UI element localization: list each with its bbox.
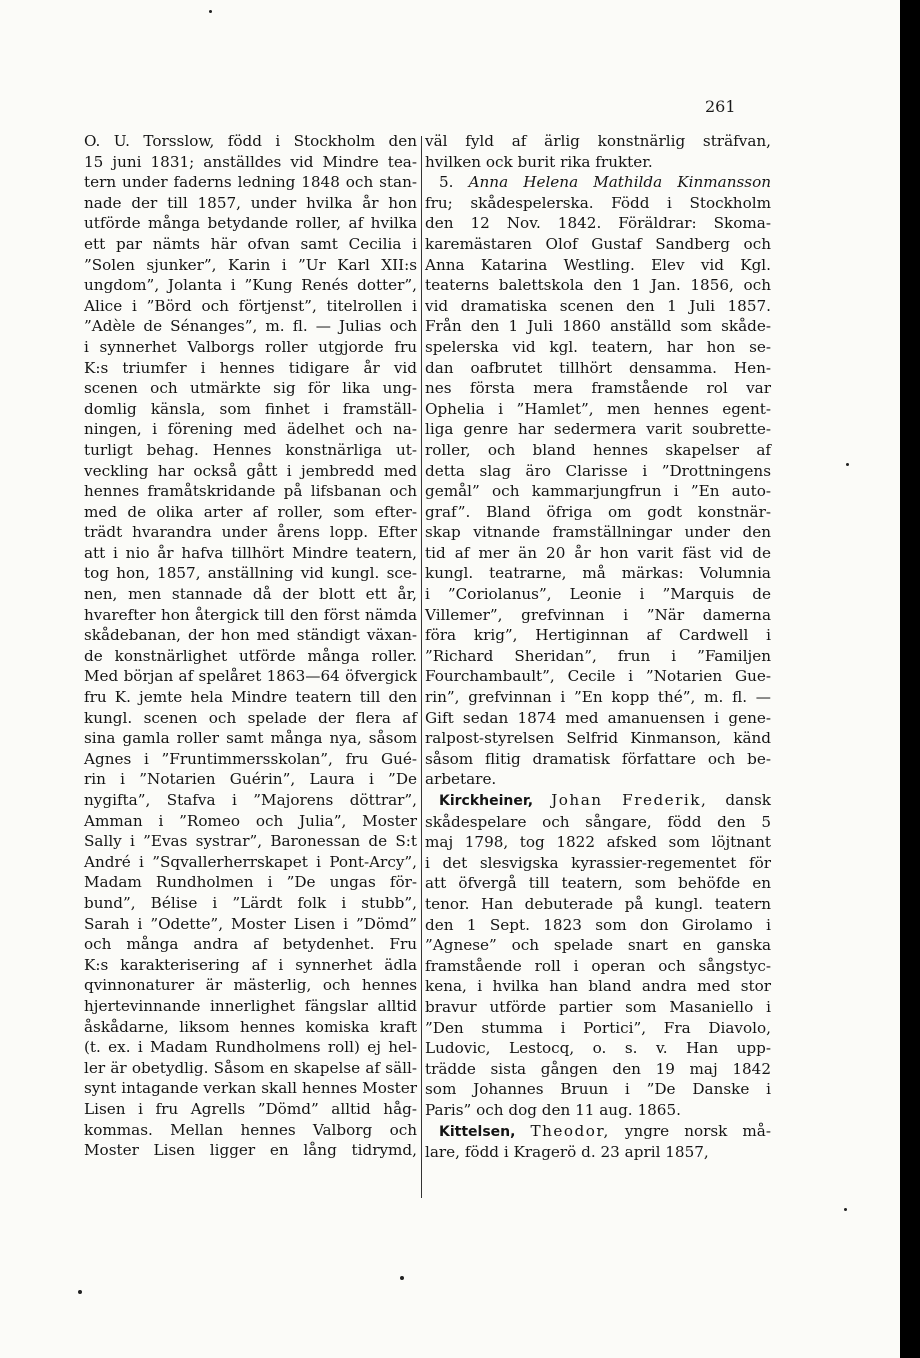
text-line: i ”Coriolanus”, Leonie i ”Marquis de: [425, 585, 771, 604]
text-line: dan oafbrutet tillhört densamma. Hen-: [425, 358, 771, 377]
text-line: hvarefter hon återgick till den först nämda: [84, 605, 417, 624]
text-line: Sarah i ”Odette”, Moster Lisen i ”Dömd”: [84, 914, 417, 933]
kittelsen-heading: Kittelsen, Theodor, yngre norsk må-: [439, 1121, 771, 1140]
text-line: detta slag äro Clarisse i ”Drottningens: [425, 461, 771, 480]
scan-speck: [78, 1290, 82, 1294]
text-line: Från den 1 Juli 1860 anställd som skåde-: [425, 317, 771, 336]
text-line: hvilken ock burit rika frukter.: [425, 152, 653, 171]
text-line: utförde många betydande roller, af hvilka: [84, 214, 417, 233]
text-line: kommas. Mellan hennes Valborg och: [84, 1120, 417, 1139]
text-line: veckling har också gått i jembredd med: [84, 461, 417, 480]
right-column: [425, 131, 771, 1163]
text-line: Amman i ”Romeo och Julia”, Moster: [84, 811, 417, 830]
text-line: K:s triumfer i hennes tidigare år vid: [84, 358, 417, 377]
text-line: Moster Lisen ligger en lång tidrymd,: [84, 1141, 417, 1160]
text-line: teaterns balettskola den 1 Jan. 1856, och: [425, 276, 771, 295]
text-line: scenen och utmärkte sig för lika ung-: [84, 379, 417, 398]
text-line: ralpost-styrelsen Selfrid Kinmanson, känd: [425, 729, 771, 748]
headword-kirckheiner: Kirckheiner,: [439, 793, 534, 809]
text-line: de konstnärlighet utförde många roller.: [84, 646, 417, 665]
text-line: turligt behag. Hennes konstnärliga ut-: [84, 440, 417, 459]
text-line: fru K. jemte hela Mindre teatern till den: [84, 688, 417, 707]
text-line: ”Den stumma i Portici”, Fra Diavolo,: [425, 1018, 771, 1037]
text-line: André i ”Sqvallerherrskapet i Pont-Arcy”,: [84, 852, 417, 871]
text-line: åskådarne, liksom hennes komiska kraft: [84, 1017, 417, 1036]
text-line: hjertevinnande innerlighet fängslar alltid: [84, 996, 417, 1015]
text-line: domlig känsla, som finhet i framställ-: [84, 399, 417, 418]
text-line: Ludovic, Lestocq, o. s. v. Han upp-: [425, 1039, 771, 1058]
text-line: kungl. scenen och spelade der flera af: [84, 708, 417, 727]
text-line: skådebanan, der hon med ständigt växan-: [84, 626, 417, 645]
text-line: O. U. Torsslow, född i Stockholm den: [84, 132, 417, 150]
text-line: maj 1798, tog 1822 afsked som löjtnant: [425, 833, 771, 852]
text-line: ett par nämts här ofvan samt Cecilia i: [84, 234, 417, 253]
text-line: Agnes i ”Fruntimmersskolan”, fru Gué-: [84, 749, 417, 768]
text-line: K:s karakterisering af i synnerhet ädla: [84, 955, 417, 974]
text-line: tenor. Han debuterade på kungl. teatern: [425, 894, 771, 913]
text-line: (t. ex. i Madam Rundholmens roll) ej hel-: [84, 1038, 417, 1057]
given-name-kittelsen: Theodor,: [530, 1121, 610, 1140]
text-line: Madam Rundholmen i ”De ungas för-: [84, 873, 417, 892]
text-line: nygifta”, Stafva i ”Majorens döttrar”,: [84, 791, 417, 809]
text-line: trädde sista gången den 19 maj 1842: [425, 1059, 771, 1078]
text-line: framstående roll i operan och sångstyc-: [425, 956, 771, 975]
text-line: vid dramatiska scenen den 1 Juli 1857.: [425, 296, 771, 315]
left-column: [84, 131, 417, 1161]
scan-speck: [400, 1276, 404, 1280]
text-line: föra krig”, Hertiginnan af Cardwell i: [425, 626, 771, 645]
text-line: skap vitnande framställningar under den: [425, 523, 771, 542]
text-line: fru; skådespelerska. Född i Stockholm: [425, 193, 771, 212]
text-line: att öfvergå till teatern, som behöfde en: [425, 874, 771, 893]
text-line: Paris” och dog den 11 aug. 1865.: [425, 1100, 681, 1119]
text-line: nade der till 1857, under hvilka år hon: [84, 193, 417, 212]
kirckheiner-body: [425, 812, 771, 1121]
text-line: att i nio år hafva tillhört Mindre teatern,: [84, 543, 417, 562]
text-line: rin”, grefvinnan i ”En kopp thé”, m. fl. —: [425, 688, 771, 707]
text-line: den 12 Nov. 1842. Föräldrar: Skoma-: [425, 214, 771, 233]
text-line: väl fyld af ärlig konstnärlig sträfvan,: [425, 132, 771, 150]
text-line: synt intagande verkan skall hennes Moster: [84, 1079, 417, 1098]
text-line: liga genre har sedermera varit soubrette-: [425, 420, 771, 439]
text-line: tern under faderns ledning 1848 och stan-: [84, 173, 417, 192]
entry-5-name: Anna Helena Mathilda Kinmansson: [468, 173, 771, 192]
text-line: Med början af spelåret 1863—64 öfvergick: [84, 667, 417, 686]
entry-5-body: [425, 193, 771, 790]
text-line: i synnerhet Valborgs roller utgjorde fru: [84, 337, 417, 356]
column-divider: [421, 136, 422, 1198]
given-name-kirckheiner: Johan Frederik,: [551, 791, 708, 809]
text-line: med de olika arter af roller, som efter-: [84, 502, 417, 521]
headword-kittelsen: Kittelsen,: [439, 1123, 516, 1140]
text-line: tog hon, 1857, anställning vid kungl. sce-: [84, 564, 417, 583]
text-line: Anna Katarina Westling. Elev vid Kgl.: [425, 255, 771, 274]
text-line: Lisen i fru Agrells ”Dömd” alltid håg-: [84, 1099, 417, 1118]
text-line: nen, men stannade då der blott ett år,: [84, 585, 417, 604]
text-line: nes första mera framstående rol var: [425, 379, 771, 398]
text-line: ”Agnese” och spelade snart en ganska: [425, 936, 771, 955]
text-line: kungl. teatrarne, må märkas: Volumnia: [425, 564, 771, 583]
text-line: karemästaren Olof Gustaf Sandberg och: [425, 234, 771, 253]
text-line: ”Adèle de Sénanges”, m. fl. — Julias och: [84, 317, 417, 336]
scan-speck: [209, 10, 212, 13]
text-line: Ophelia i ”Hamlet”, men hennes egent-: [425, 399, 771, 418]
text-line: roller, och bland hennes skapelser af: [425, 440, 771, 459]
text-line: bund”, Bélise i ”Lärdt folk i stubb”,: [84, 893, 417, 912]
scan-speck: [844, 1208, 847, 1211]
text-line: i det slesvigska kyrassier-regementet för: [425, 853, 771, 872]
text-line: kena, i hvilka han bland andra med stor: [425, 977, 771, 996]
text-line: ”Solen sjunker”, Karin i ”Ur Karl XII:s: [84, 255, 417, 274]
text-line: Gift sedan 1874 med amanuensen i gene-: [425, 708, 771, 727]
text-line: ningen, i förening med ädelhet och na-: [84, 420, 417, 439]
text-line: lare, född i Kragerö d. 23 april 1857,: [425, 1143, 709, 1162]
text-line: Alice i ”Börd och förtjenst”, titelrollen i: [84, 296, 417, 315]
text-line: trädt hvarandra under årens lopp. Efter: [84, 523, 417, 542]
text-line: hennes framåtskridande på lifsbanan och: [84, 482, 417, 501]
text-line: ”Richard Sheridan”, frun i ”Familjen: [425, 646, 771, 665]
right-column-intro: [425, 131, 771, 172]
text-line: skådespelare och sångare, född den 5: [425, 812, 771, 831]
text-line: gemål” och kammarjungfrun i ”En auto-: [425, 482, 771, 501]
text-line: ungdom”, Jolanta i ”Kung Renés dotter”,: [84, 276, 417, 295]
kirckheiner-heading: Kirckheiner, Johan Frederik, dansk: [439, 791, 771, 809]
text-line: arbetare.: [425, 770, 497, 789]
text-line: qvinnonaturer är mästerlig, och hennes: [84, 976, 417, 995]
entry-5-heading: 5. Anna Helena Mathilda Kinmansson: [439, 173, 771, 192]
text-line: den 1 Sept. 1823 som don Girolamo i: [425, 915, 771, 934]
text-line: 15 juni 1831; anställdes vid Mindre tea-: [84, 152, 417, 171]
text-line: graf”. Bland öfriga om godt konstnär-: [425, 502, 771, 521]
text-line: som Johannes Bruun i ”De Danske i: [425, 1080, 771, 1099]
scan-speck: [846, 463, 849, 466]
text-line: sina gamla roller samt många nya, såsom: [84, 729, 417, 748]
text-line: och många andra af betydenhet. Fru: [84, 935, 417, 954]
text-line: Fourchambault”, Cecile i ”Notarien Gue-: [425, 667, 771, 686]
text-line: ler är obetydlig. Såsom en skapelse af säll-: [84, 1058, 417, 1077]
page-number: 261: [705, 97, 736, 116]
text-line: Villemer”, grefvinnan i ”När damerna: [425, 605, 771, 624]
text-line: rin i ”Notarien Guérin”, Laura i ”De: [84, 770, 417, 789]
text-line: såsom flitig dramatisk författare och be-: [425, 749, 771, 768]
text-line: spelerska vid kgl. teatern, har hon se-: [425, 337, 771, 356]
text-line: bravur utförde partier som Masaniello i: [425, 997, 771, 1016]
text-line: tid af mer än 20 år hon varit fäst vid de: [425, 543, 771, 562]
text-line: Sally i ”Evas systrar”, Baronessan de S:t: [84, 832, 417, 851]
